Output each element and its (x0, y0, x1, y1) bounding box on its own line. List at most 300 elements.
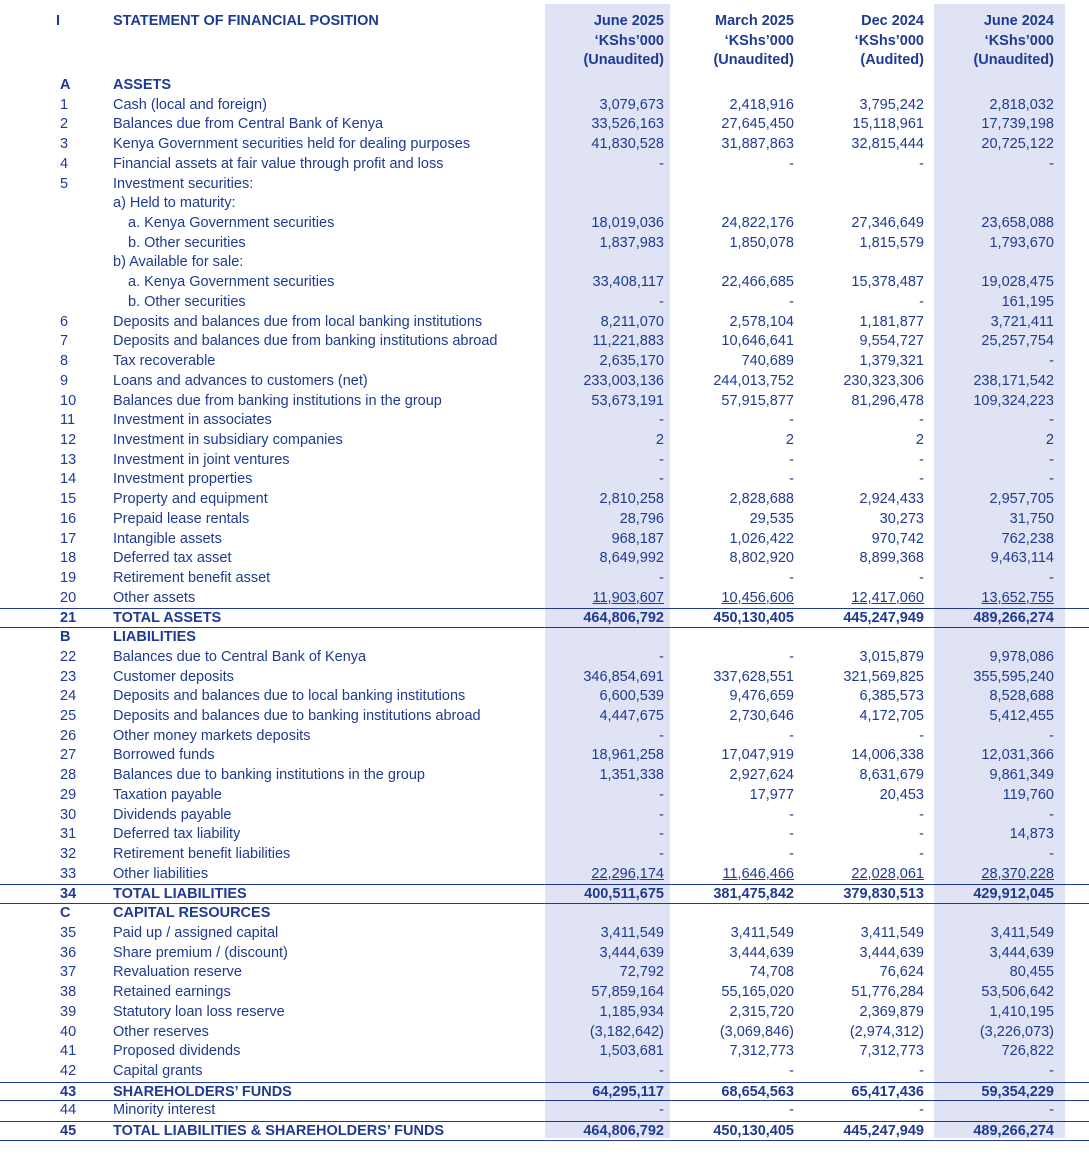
table-row (0, 214, 1089, 234)
row-label: b) Available for sale: (113, 254, 244, 271)
row-number: C (60, 905, 71, 922)
value-cell: 18,019,036 (591, 215, 664, 232)
row-number: 8 (60, 353, 69, 370)
value-cell: - (919, 1102, 924, 1119)
value-cell: 8,528,688 (989, 688, 1054, 705)
row-label: Deposits and balances due from local banking institutions (113, 313, 483, 330)
value-cell: 68,654,563 (721, 1083, 794, 1100)
value-cell: 19,028,475 (981, 274, 1054, 291)
table-row (0, 648, 1089, 668)
table-row (0, 608, 1089, 628)
value-cell: 28,370,228 (981, 865, 1054, 882)
period-name: June 2025 (593, 13, 664, 29)
row-label: Intangible assets (113, 530, 222, 547)
value-cell: - (919, 155, 924, 172)
row-label: Retained earnings (113, 984, 231, 1001)
row-number: 5 (60, 175, 69, 192)
value-cell: 1,837,983 (599, 234, 664, 251)
value-cell: - (1049, 451, 1054, 468)
value-cell: - (659, 727, 664, 744)
row-label: Taxation payable (113, 786, 222, 803)
table-row (0, 352, 1089, 372)
value-cell: 2,810,258 (599, 491, 664, 508)
value-cell: - (659, 451, 664, 468)
value-cell: 2,828,688 (729, 491, 794, 508)
financial-position-table (0, 76, 1089, 1141)
value-cell: 29,535 (749, 510, 794, 527)
value-cell: 2,635,170 (599, 353, 664, 370)
value-cell: 20,725,122 (981, 136, 1054, 153)
value-cell: 1,815,579 (859, 234, 924, 251)
value-cell: 57,859,164 (591, 984, 664, 1001)
value-cell: - (659, 471, 664, 488)
row-number: 13 (60, 451, 77, 468)
value-cell: 9,476,659 (729, 688, 794, 705)
row-number: 25 (60, 708, 77, 724)
table-row (0, 470, 1089, 490)
value-cell: 379,830,513 (843, 886, 924, 903)
value-cell: 10,456,606 (721, 589, 794, 606)
table-row (0, 746, 1089, 766)
row-label: Deferred tax asset (113, 550, 232, 567)
value-cell: 13,652,755 (981, 589, 1054, 606)
value-cell: 1,379,321 (859, 353, 924, 370)
row-number: 6 (60, 313, 69, 330)
value-cell: 4,447,675 (599, 708, 664, 724)
value-cell: - (659, 786, 664, 803)
row-label: Deposits and balances due to banking institutions abroad (113, 708, 481, 724)
value-cell: - (919, 471, 924, 488)
value-cell: - (659, 412, 664, 429)
value-cell: - (919, 412, 924, 429)
value-cell: 450,130,405 (713, 610, 794, 627)
value-cell: 53,506,642 (981, 984, 1054, 1001)
row-label: Other liabilities (113, 865, 209, 882)
value-cell: 1,181,877 (859, 313, 924, 330)
row-number: 16 (60, 510, 77, 527)
value-cell: 22,028,061 (851, 865, 924, 882)
value-cell: 3,795,242 (859, 96, 924, 113)
value-cell: 7,312,773 (729, 1043, 794, 1060)
value-cell: - (789, 826, 794, 843)
row-number: 1 (60, 96, 69, 113)
value-cell: 2,369,879 (859, 1003, 924, 1020)
value-cell: 233,003,136 (583, 372, 664, 389)
value-cell: 2,927,624 (729, 767, 794, 784)
value-cell: (3,069,846) (719, 1023, 794, 1040)
row-label: Investment properties (113, 471, 253, 488)
value-cell: 238,171,542 (973, 372, 1054, 389)
row-number: 15 (60, 491, 77, 508)
row-number: 14 (60, 471, 77, 488)
row-number: 43 (60, 1083, 77, 1100)
value-cell: 74,708 (749, 964, 794, 981)
table-row (0, 253, 1089, 273)
row-label: Deferred tax liability (113, 826, 241, 843)
value-cell: 400,511,675 (584, 886, 664, 903)
value-cell: 8,211,070 (600, 313, 664, 330)
value-cell: - (919, 569, 924, 586)
value-cell: 8,802,920 (729, 550, 794, 567)
row-number: 32 (60, 846, 77, 863)
value-cell: 2,315,720 (729, 1003, 794, 1020)
table-row (0, 313, 1089, 333)
row-number: 30 (60, 806, 77, 823)
value-cell: 119,760 (1002, 786, 1054, 803)
table-row (0, 727, 1089, 747)
table-row (0, 1003, 1089, 1023)
table-row (0, 668, 1089, 688)
table-row (0, 1062, 1089, 1082)
value-cell: - (789, 648, 794, 665)
value-cell: - (789, 412, 794, 429)
value-cell: 1,850,078 (729, 234, 794, 251)
table-row (0, 135, 1089, 155)
row-number: 26 (60, 727, 77, 744)
value-cell: 1,503,681 (599, 1043, 664, 1060)
row-label: Balances due to Central Bank of Kenya (113, 648, 367, 665)
value-cell: 2,730,646 (729, 708, 794, 724)
value-cell: 2 (1045, 431, 1054, 448)
period-header-june-2024 (934, 12, 1054, 71)
value-cell: - (659, 155, 664, 172)
period-unit: ‘KShs’000 (594, 32, 664, 49)
row-label: Balances due from banking institutions in the group (113, 392, 442, 409)
value-cell: 28,796 (619, 510, 664, 527)
value-cell: 445,247,949 (843, 610, 924, 627)
value-cell: - (919, 451, 924, 468)
value-cell: 33,408,117 (592, 274, 664, 291)
value-cell: 17,739,198 (981, 116, 1054, 133)
value-cell: 9,463,114 (990, 550, 1054, 567)
value-cell: 80,455 (1009, 964, 1054, 981)
row-label: Financial assets at fair value through profit and loss (113, 155, 444, 172)
table-row (0, 1042, 1089, 1062)
value-cell: 450,130,405 (713, 1123, 794, 1140)
value-cell: 11,903,607 (592, 589, 664, 606)
table-row (0, 904, 1089, 924)
period-unit: ‘KShs’000 (854, 32, 924, 49)
table-row (0, 766, 1089, 786)
value-cell: 2,418,916 (729, 96, 794, 113)
value-cell: - (659, 846, 664, 863)
row-number: 34 (60, 886, 77, 903)
table-row (0, 273, 1089, 293)
value-cell: - (659, 648, 664, 665)
row-number: 20 (60, 589, 77, 606)
table-row (0, 490, 1089, 510)
value-cell: 968,187 (611, 530, 664, 547)
value-cell: 5,412,455 (989, 708, 1054, 724)
table-row (0, 392, 1089, 412)
table-row (0, 431, 1089, 451)
period-header-march-2025 (674, 12, 794, 71)
row-number: 10 (60, 392, 77, 409)
value-cell: 337,628,551 (713, 668, 794, 685)
value-cell: - (1049, 353, 1054, 370)
row-number: 7 (60, 333, 69, 350)
table-row (0, 825, 1089, 845)
table-row (0, 983, 1089, 1003)
table-row (0, 1082, 1089, 1102)
row-label: CAPITAL RESOURCES (113, 905, 271, 922)
value-cell: 244,013,752 (713, 372, 794, 389)
value-cell: 55,165,020 (721, 984, 794, 1001)
table-row (0, 293, 1089, 313)
row-label: b. Other securities (128, 293, 246, 310)
value-cell: 1,351,338 (599, 767, 664, 784)
value-cell: 445,247,949 (843, 1123, 924, 1140)
period-header-june-2025 (544, 12, 664, 71)
row-number: 28 (60, 767, 77, 784)
row-number: 36 (60, 944, 77, 961)
row-number: A (60, 77, 71, 93)
table-row (0, 628, 1089, 648)
table-row (0, 1023, 1089, 1043)
row-label: Deposits and balances due to local banking institutions (113, 688, 466, 705)
row-label: Loans and advances to customers (net) (113, 372, 368, 389)
row-number: 22 (60, 648, 77, 665)
value-cell: 15,378,487 (851, 274, 924, 291)
period-name: June 2024 (983, 13, 1054, 29)
row-label: Other assets (113, 589, 196, 606)
value-cell: - (789, 727, 794, 744)
value-cell: 9,861,349 (989, 767, 1054, 784)
value-cell: 41,830,528 (591, 136, 664, 153)
table-row (0, 372, 1089, 392)
row-label: SHAREHOLDERS’ FUNDS (113, 1083, 292, 1100)
value-cell: - (789, 846, 794, 863)
value-cell: - (919, 1062, 924, 1079)
value-cell: 6,385,573 (859, 688, 924, 705)
value-cell: 740,689 (741, 353, 794, 370)
row-number: 37 (60, 964, 77, 981)
value-cell: 1,410,195 (989, 1003, 1054, 1020)
value-cell: 65,417,436 (851, 1083, 924, 1100)
value-cell: 1,185,934 (599, 1003, 664, 1020)
value-cell: - (789, 569, 794, 586)
row-number: 40 (60, 1023, 77, 1040)
value-cell: - (659, 826, 664, 843)
value-cell: - (659, 1062, 664, 1079)
value-cell: - (919, 826, 924, 843)
row-label: Balances due to banking institutions in the group (113, 767, 425, 784)
row-number: 35 (60, 924, 77, 941)
value-cell: 489,266,274 (973, 1123, 1054, 1140)
row-number: 42 (60, 1062, 77, 1079)
row-label: Dividends payable (113, 806, 232, 823)
row-label: Deposits and balances due from banking institutions abroad (113, 333, 498, 350)
table-row (0, 96, 1089, 116)
value-cell: 3,444,639 (859, 944, 924, 961)
value-cell: - (1049, 846, 1054, 863)
table-row (0, 115, 1089, 135)
value-cell: - (789, 471, 794, 488)
table-row (0, 332, 1089, 352)
value-cell: 489,266,274 (973, 610, 1054, 627)
row-label: Customer deposits (113, 668, 234, 685)
value-cell: 2,957,705 (989, 491, 1054, 508)
table-row (0, 1121, 1089, 1141)
row-number: 9 (60, 372, 69, 389)
row-label: Cash (local and foreign) (113, 96, 267, 113)
row-number: 44 (60, 1102, 77, 1119)
value-cell: 3,411,549 (860, 924, 924, 941)
value-cell: 3,444,639 (729, 944, 794, 961)
value-cell: 11,221,883 (592, 333, 664, 350)
row-label: Other reserves (113, 1023, 209, 1040)
value-cell: 3,411,549 (730, 924, 794, 941)
table-row (0, 76, 1089, 96)
table-row (0, 924, 1089, 944)
value-cell: 72,792 (619, 964, 664, 981)
value-cell: 3,444,639 (599, 944, 664, 961)
value-cell: - (919, 806, 924, 823)
value-cell: 230,323,306 (843, 372, 924, 389)
value-cell: 81,296,478 (851, 392, 924, 409)
row-number: 33 (60, 865, 77, 882)
value-cell: 2 (655, 431, 664, 448)
value-cell: 464,806,792 (583, 1123, 664, 1140)
value-cell: 59,354,229 (981, 1083, 1054, 1100)
period-status: (Unaudited) (583, 52, 664, 68)
row-label: Share premium / (discount) (113, 944, 288, 961)
table-row (0, 569, 1089, 589)
value-cell: 9,978,086 (989, 648, 1054, 665)
value-cell: - (1049, 1062, 1054, 1079)
period-name: March 2025 (715, 13, 794, 29)
table-row (0, 194, 1089, 214)
value-cell: 18,961,258 (591, 747, 664, 764)
value-cell: - (789, 155, 794, 172)
value-cell: 161,195 (1001, 293, 1054, 310)
value-cell: 22,466,685 (721, 274, 794, 291)
table-row (0, 1101, 1089, 1121)
row-label: Retirement benefit liabilities (113, 846, 291, 863)
value-cell: 8,899,368 (859, 550, 924, 567)
row-label: Borrowed funds (113, 747, 215, 764)
row-number: 24 (60, 688, 77, 705)
value-cell: (3,226,073) (979, 1023, 1054, 1040)
value-cell: - (919, 846, 924, 863)
value-cell: 3,411,549 (600, 924, 664, 941)
value-cell: 321,569,825 (843, 668, 924, 685)
value-cell: 8,631,679 (859, 767, 924, 784)
row-label: a. Kenya Government securities (128, 274, 335, 291)
value-cell: 762,238 (1001, 530, 1054, 547)
value-cell: 17,047,919 (721, 747, 794, 764)
value-cell: 429,912,045 (973, 886, 1054, 903)
row-label: Minority interest (113, 1102, 216, 1119)
table-row (0, 175, 1089, 195)
value-cell: 31,750 (1009, 510, 1054, 527)
value-cell: - (659, 569, 664, 586)
table-row (0, 234, 1089, 254)
value-cell: 51,776,284 (851, 984, 924, 1001)
value-cell: 726,822 (1001, 1043, 1054, 1060)
value-cell: 355,595,240 (973, 668, 1054, 685)
value-cell: 7,312,773 (859, 1043, 924, 1060)
value-cell: 32,815,444 (851, 136, 924, 153)
value-cell: 2,818,032 (989, 96, 1054, 113)
row-label: Property and equipment (113, 491, 268, 508)
value-cell: 381,475,842 (713, 886, 794, 903)
row-label: Tax recoverable (113, 353, 216, 370)
value-cell: 15,118,961 (852, 116, 924, 133)
row-number: 41 (60, 1043, 77, 1060)
value-cell: 2 (785, 431, 794, 448)
table-row (0, 884, 1089, 904)
period-name: Dec 2024 (861, 13, 924, 29)
value-cell: 20,453 (879, 786, 924, 803)
row-number: 2 (60, 116, 69, 133)
value-cell: - (789, 1102, 794, 1119)
value-cell: 3,411,549 (990, 924, 1054, 941)
value-cell: (3,182,642) (589, 1023, 664, 1040)
value-cell: 12,417,060 (851, 589, 924, 606)
row-label: Proposed dividends (113, 1043, 241, 1060)
table-row (0, 155, 1089, 175)
row-label: Investment in subsidiary companies (113, 431, 343, 448)
value-cell: 2 (915, 431, 924, 448)
value-cell: 53,673,191 (591, 392, 664, 409)
table-row (0, 549, 1089, 569)
row-number: 29 (60, 786, 77, 803)
value-cell: - (919, 727, 924, 744)
value-cell: 2,578,104 (729, 313, 794, 330)
value-cell: - (1049, 1102, 1054, 1119)
period-unit: ‘KShs’000 (984, 32, 1054, 49)
period-status: (Audited) (860, 52, 924, 68)
value-cell: - (1049, 727, 1054, 744)
row-number: 39 (60, 1003, 77, 1020)
value-cell: (2,974,312) (849, 1023, 924, 1040)
row-number: 18 (60, 550, 77, 567)
row-label: TOTAL LIABILITIES & SHAREHOLDERS’ FUNDS (113, 1123, 445, 1140)
row-label: Investment in joint ventures (113, 451, 290, 468)
value-cell: 64,295,117 (592, 1083, 664, 1100)
row-label: Investment in associates (113, 412, 272, 429)
row-number: 21 (60, 610, 77, 627)
value-cell: - (789, 1062, 794, 1079)
table-row (0, 589, 1089, 609)
value-cell: 25,257,754 (981, 333, 1054, 350)
value-cell: 109,324,223 (973, 392, 1054, 409)
table-row (0, 944, 1089, 964)
value-cell: 9,554,727 (859, 333, 924, 350)
period-status: (Unaudited) (973, 52, 1054, 68)
value-cell: - (1049, 155, 1054, 172)
value-cell: 57,915,877 (721, 392, 794, 409)
table-row (0, 845, 1089, 865)
value-cell: 14,873 (1009, 826, 1054, 843)
row-label: Retirement benefit asset (113, 569, 271, 586)
value-cell: 10,646,641 (721, 333, 794, 350)
table-row (0, 411, 1089, 431)
row-label: Balances due from Central Bank of Kenya (113, 116, 384, 133)
value-cell: 346,854,691 (583, 668, 664, 685)
table-row (0, 865, 1089, 885)
value-cell: 17,977 (749, 786, 794, 803)
period-header-dec-2024 (804, 12, 924, 71)
value-cell: - (789, 451, 794, 468)
value-cell: - (1049, 412, 1054, 429)
period-unit: ‘KShs’000 (724, 32, 794, 49)
value-cell: 76,624 (879, 964, 924, 981)
value-cell: - (659, 293, 664, 310)
table-row (0, 786, 1089, 806)
value-cell: 6,600,539 (599, 688, 664, 705)
